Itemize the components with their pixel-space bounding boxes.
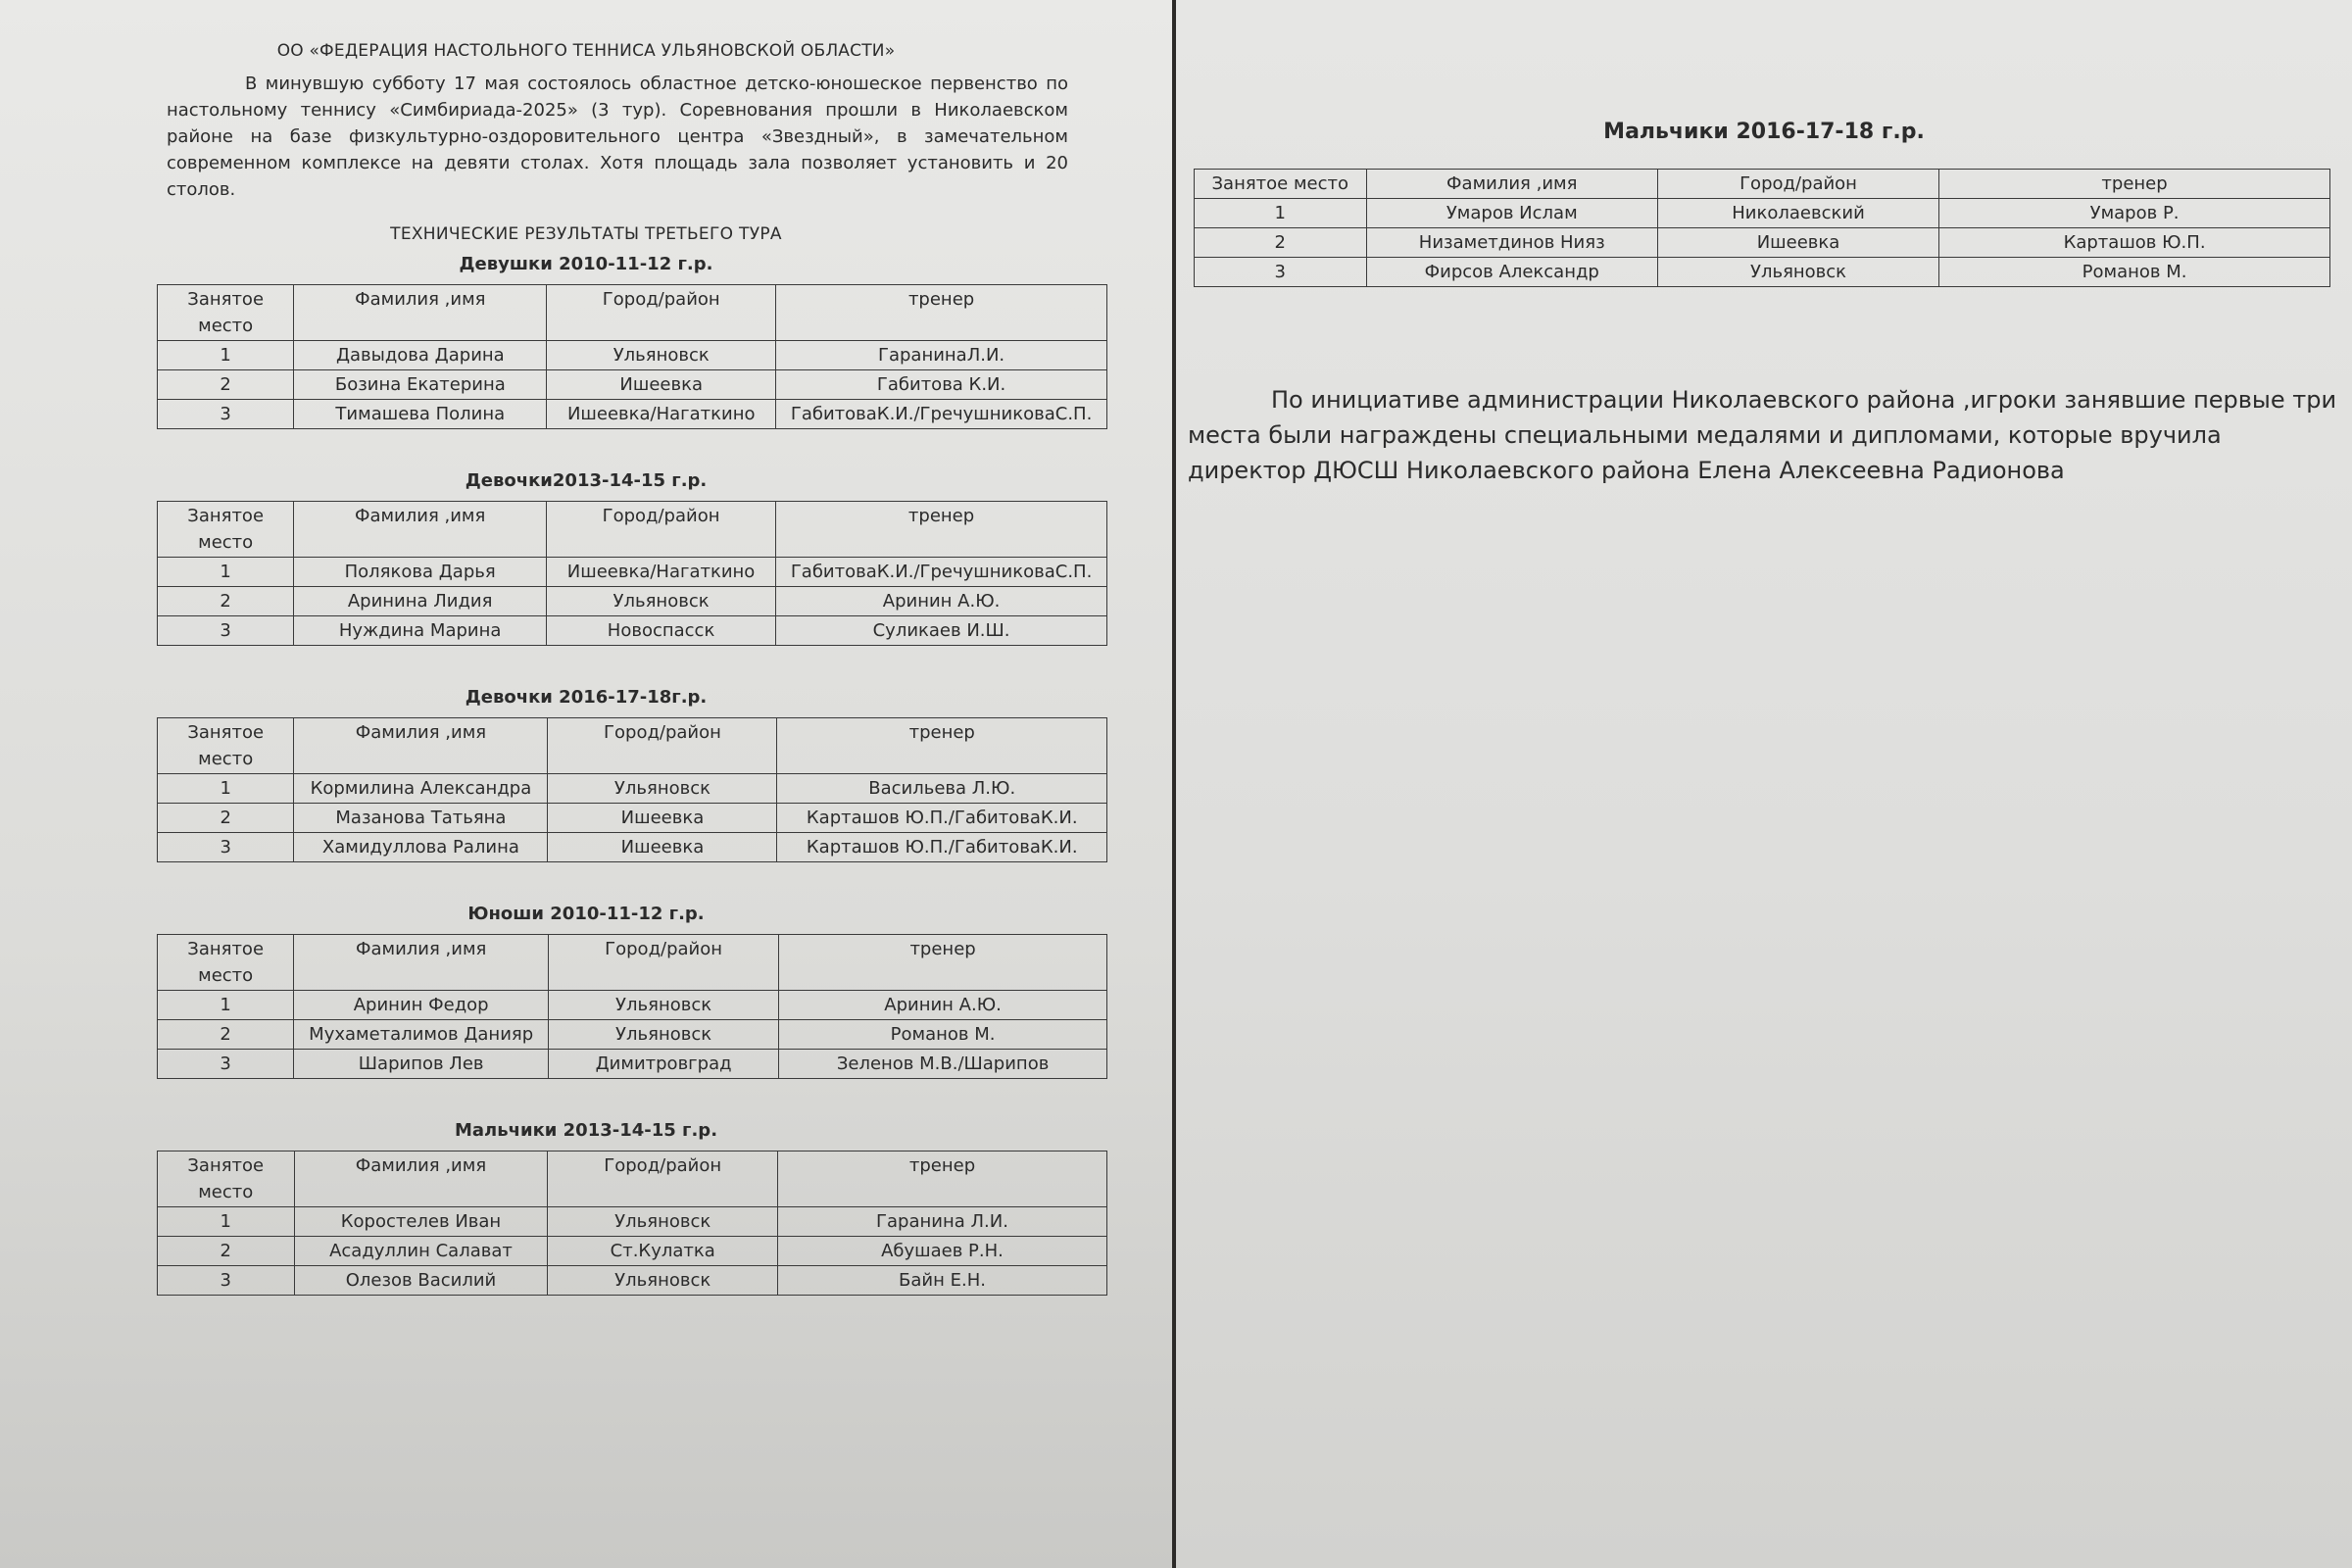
left-page <box>0 0 1172 1568</box>
table-row <box>1195 199 2330 228</box>
place-cell: 1 <box>158 341 294 370</box>
category-block <box>0 1120 1172 1296</box>
organization-title: ОО «ФЕДЕРАЦИЯ НАСТОЛЬНОГО ТЕННИСА УЛЬЯНОВСКОЙ ОБЛАСТИ» <box>276 41 896 61</box>
city-cell: Ульяновск <box>549 1020 779 1050</box>
category-title: Мальчики 2013-14-15 г.р. <box>454 1120 718 1141</box>
city-cell: Новоспасск <box>546 616 775 646</box>
name-cell: Олезов Василий <box>294 1266 548 1296</box>
city-cell: Ульяновск <box>548 1207 778 1237</box>
header-city: Город/район <box>549 935 779 991</box>
name-cell: Низаметдинов Нияз <box>1366 228 1657 258</box>
header-place: Занятое место <box>158 718 294 774</box>
table-header-row <box>158 502 1107 558</box>
header-name: Фамилия ,имя <box>294 1152 548 1207</box>
name-cell: Тимашева Полина <box>294 400 547 429</box>
coach-cell: Байн Е.Н. <box>777 1266 1106 1296</box>
table-row <box>158 341 1107 370</box>
city-cell: Ульяновск <box>548 1266 778 1296</box>
coach-cell: Умаров Р. <box>1939 199 2330 228</box>
coach-cell: Карташов Ю.П./ГабитоваК.И. <box>777 833 1107 862</box>
table-header-row <box>158 935 1107 991</box>
coach-cell: Габитова К.И. <box>776 370 1107 400</box>
results-table <box>157 284 1107 429</box>
city-cell: Ишеевка/Нагаткино <box>547 400 776 429</box>
results-tables <box>0 254 1172 1296</box>
header-place: Занятое место <box>158 502 294 558</box>
results-table <box>1194 169 2330 287</box>
place-cell: 1 <box>158 1207 295 1237</box>
header-name: Фамилия ,имя <box>294 935 549 991</box>
table-row <box>158 587 1107 616</box>
city-cell: Ишеевка <box>1657 228 1938 258</box>
coach-cell: Аринин А.Ю. <box>779 991 1107 1020</box>
name-cell: Фирсов Александр <box>1366 258 1657 287</box>
header-coach: тренер <box>776 502 1107 558</box>
table-row <box>1195 228 2330 258</box>
name-cell: Хамидуллова Ралина <box>294 833 548 862</box>
coach-cell: ГаранинаЛ.И. <box>776 341 1107 370</box>
right-page <box>1176 0 2352 1568</box>
table-header-row <box>158 718 1107 774</box>
table-row <box>158 1237 1107 1266</box>
place-cell: 3 <box>158 1266 295 1296</box>
header-name: Фамилия ,имя <box>1366 170 1657 199</box>
coach-cell: ГабитоваК.И./ГречушниковаС.П. <box>776 558 1107 587</box>
table-row <box>158 1020 1107 1050</box>
place-cell: 1 <box>158 991 294 1020</box>
header-coach: тренер <box>776 285 1107 341</box>
closing-paragraph: По инициативе администрации Николаевского района ,игроки занявшие первые три места были награждены специальными медалями и дипломами, которые вручила директор ДЮСШ Николаевского района Елена Алексеевна Радионова <box>1188 386 2337 484</box>
city-cell: Ст.Кулатка <box>548 1237 778 1266</box>
place-cell: 2 <box>158 1237 295 1266</box>
header-name: Фамилия ,имя <box>294 718 548 774</box>
table-row <box>158 774 1107 804</box>
coach-cell: Васильева Л.Ю. <box>777 774 1107 804</box>
header-coach: тренер <box>777 1152 1106 1207</box>
table-row <box>158 1207 1107 1237</box>
coach-cell: Гаранина Л.И. <box>777 1207 1106 1237</box>
table-row <box>158 558 1107 587</box>
category-block <box>0 470 1172 646</box>
name-cell: Умаров Ислам <box>1366 199 1657 228</box>
header-name: Фамилия ,имя <box>294 285 547 341</box>
header-city: Город/район <box>548 718 777 774</box>
place-cell: 1 <box>1195 199 1367 228</box>
header-place: Занятое место <box>1195 170 1367 199</box>
results-table <box>157 717 1107 862</box>
place-cell: 3 <box>1195 258 1367 287</box>
coach-cell: Абушаев Р.Н. <box>777 1237 1106 1266</box>
place-cell: 3 <box>158 1050 294 1079</box>
place-cell: 2 <box>158 1020 294 1050</box>
category-block <box>0 687 1172 862</box>
name-cell: Коростелев Иван <box>294 1207 548 1237</box>
city-cell: Ульяновск <box>546 587 775 616</box>
place-cell: 2 <box>158 370 294 400</box>
table-row <box>158 833 1107 862</box>
coach-cell: Карташов Ю.П./ГабитоваК.И. <box>777 804 1107 833</box>
header-place: Занятое место <box>158 285 294 341</box>
category-title: Девочки 2016-17-18г.р. <box>465 687 708 708</box>
header-place: Занятое место <box>158 1152 295 1207</box>
coach-cell: Аринин А.Ю. <box>776 587 1107 616</box>
city-cell: Ишеевка <box>548 804 777 833</box>
city-cell: Ульяновск <box>548 774 777 804</box>
table-row <box>158 991 1107 1020</box>
name-cell: Давыдова Дарина <box>294 341 547 370</box>
coach-cell: Зеленов М.В./Шарипов <box>779 1050 1107 1079</box>
coach-cell: Романов М. <box>1939 258 2330 287</box>
header-coach: тренер <box>779 935 1107 991</box>
table-row <box>158 804 1107 833</box>
table-header-row <box>1195 170 2330 199</box>
category-title: Мальчики 2016-17-18 г.р. <box>1603 120 1925 144</box>
table-row <box>158 400 1107 429</box>
header-coach: тренер <box>777 718 1107 774</box>
table-row <box>158 1266 1107 1296</box>
header-city: Город/район <box>547 285 776 341</box>
name-cell: Нуждина Марина <box>294 616 547 646</box>
table-row <box>1195 258 2330 287</box>
place-cell: 2 <box>158 587 294 616</box>
header-name: Фамилия ,имя <box>294 502 547 558</box>
name-cell: Мухаметалимов Данияр <box>294 1020 549 1050</box>
category-block <box>0 254 1172 429</box>
name-cell: Шарипов Лев <box>294 1050 549 1079</box>
coach-cell: Суликаев И.Ш. <box>776 616 1107 646</box>
place-cell: 2 <box>1195 228 1367 258</box>
place-cell: 2 <box>158 804 294 833</box>
city-cell: Ишеевка <box>548 833 777 862</box>
results-table <box>157 1151 1107 1296</box>
table-row <box>158 616 1107 646</box>
coach-cell: Карташов Ю.П. <box>1939 228 2330 258</box>
place-cell: 3 <box>158 616 294 646</box>
name-cell: Асадуллин Салават <box>294 1237 548 1266</box>
category-title: Юноши 2010-11-12 г.р. <box>467 904 705 924</box>
coach-cell: ГабитоваК.И./ГречушниковаС.П. <box>776 400 1107 429</box>
city-cell: Ишеевка/Нагаткино <box>546 558 775 587</box>
place-cell: 3 <box>158 400 294 429</box>
results-subtitle: ТЕХНИЧЕСКИЕ РЕЗУЛЬТАТЫ ТРЕТЬЕГО ТУРА <box>390 224 782 244</box>
intro-paragraph: В минувшую субботу 17 мая состоялось областное детско-юношеское первенство по настольному теннису «Симбириада-2025» (3 тур). Соревнования прошли в Николаевском районе на базе физкультурно-оздоровительного центра «Звездный», в замечательном современном комплексе на девяти столах. Хотя площадь зала позволяет установить и 20 столов. <box>167 74 1068 200</box>
results-table <box>157 501 1107 646</box>
name-cell: Мазанова Татьяна <box>294 804 548 833</box>
city-cell: Ишеевка <box>547 370 776 400</box>
city-cell: Ульяновск <box>1657 258 1938 287</box>
category-title: Девочки2013-14-15 г.р. <box>465 470 708 491</box>
place-cell: 1 <box>158 774 294 804</box>
city-cell: Димитровград <box>549 1050 779 1079</box>
table-header-row <box>158 1152 1107 1207</box>
table-row <box>158 1050 1107 1079</box>
header-coach: тренер <box>1939 170 2330 199</box>
name-cell: Аринина Лидия <box>294 587 547 616</box>
name-cell: Кормилина Александра <box>294 774 548 804</box>
city-cell: Николаевский <box>1657 199 1938 228</box>
table-row <box>158 370 1107 400</box>
header-city: Город/район <box>546 502 775 558</box>
category-block <box>0 904 1172 1079</box>
header-city: Город/район <box>548 1152 778 1207</box>
header-city: Город/район <box>1657 170 1938 199</box>
name-cell: Полякова Дарья <box>294 558 547 587</box>
place-cell: 1 <box>158 558 294 587</box>
header-place: Занятое место <box>158 935 294 991</box>
name-cell: Бозина Екатерина <box>294 370 547 400</box>
coach-cell: Романов М. <box>779 1020 1107 1050</box>
place-cell: 3 <box>158 833 294 862</box>
table-header-row <box>158 285 1107 341</box>
name-cell: Аринин Федор <box>294 991 549 1020</box>
category-title: Девушки 2010-11-12 г.р. <box>459 254 713 274</box>
results-table <box>157 934 1107 1079</box>
city-cell: Ульяновск <box>549 991 779 1020</box>
city-cell: Ульяновск <box>547 341 776 370</box>
